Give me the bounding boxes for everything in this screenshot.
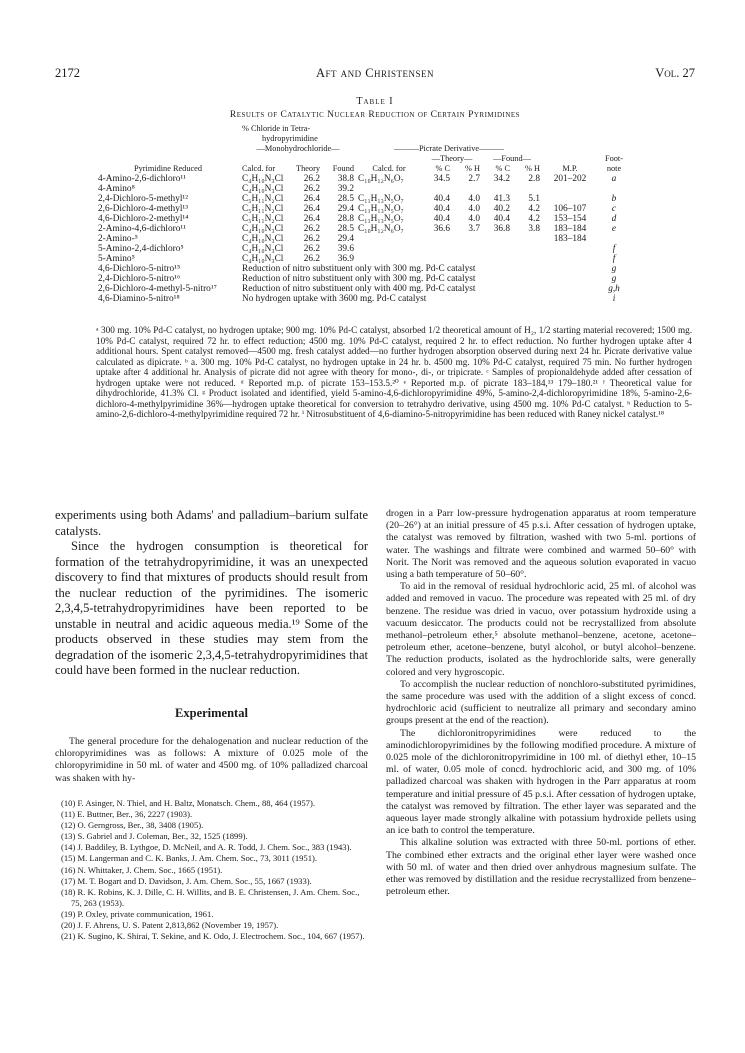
table-cell: 36.8 (493, 224, 510, 234)
th-pct-h-found: % H (525, 164, 540, 173)
table-cell: 40.4 (433, 204, 450, 214)
table-cell: 4.0 (468, 214, 480, 224)
table-cell: C₁₁H₁₃N₅O₇ (358, 204, 404, 214)
results-table: % Chloride in Tetra- hydropyrimidine —Monohydrochloride— ———Picrate Derivative——— —Theory— —Found— Foot- Pyrimidine Reduced Calcd. for Theory Found Calcd. for % C % H % C % H M.P. note 4-Amino-2,6-dichloro¹¹ C₄H₁₀N₃Cl 26.2 38.8 C₁₀H₁₂N₆O₇ 34.5 2.7 34.2 2.8 201–202 a 4-Amino⁸ C₄H₁₀N₃Cl 26.2 39.2 2,4-Dichloro-5-methyl¹² C₅H₁₁N₂Cl 26.4 28.5 C₁₁H₁₃N₅O₇ 40.4 4.0 41.3 5.1 b 2,6-Dichloro-4-methyl¹³ C₅H₁₁N₂Cl 26.4 29.4 C₁₁H₁₃N₅O₇ 40.4 4.0 40.2 4.2 106–107 c 4,6-Dichloro-2-methyl¹⁴ C₅H₁₁N₂Cl 26.4 28.8 C₁₁H₁₃N₅O₇ 40.4 4.0 40.4 4.2 153–154 d 2-Amino-4,6-dichloro¹¹ C₄H₁₀N₃Cl 26.2 28.5 C₁₀H₁₂N₆O₇ 36.6 3.7 36.8 3.8 183–184 e 2-Amino-⁵ C₄H₁₀N₃Cl 26.2 29.4 183–184 5-Amino-2,4-dichloro⁵ C₄H₁₀N₃Cl 26.2 39.6 f 5-Amino⁵ C₄H₁₀N₃Cl 26.2 36.9 f 4,6-Dichloro-5-nitro¹⁵ Reduction of nitro substituent only with 300 mg. Pd-C catalyst g 2,4-Dichloro-5-nitro¹⁶ Reduction of nitro substituent only with 300 mg. Pd-C catalyst g 2,6-Dichloro-4-methyl-5-nitro¹⁷ Reduction of nitro substituent only with 400 mg. Pd-C catalyst g,h 4,6-Diamino-5-nitro¹⁸ No hydrogen uptake with 3600 mg. Pd-C catalyst i (96, 124, 630, 304)
th-monohydrochloride: Monohydrochloride (264, 144, 332, 153)
running-header (55, 66, 695, 82)
th-foot1: Foot- (605, 154, 623, 163)
page-number: 2172 (55, 66, 80, 80)
table-cell: 2,4-Dichloro-5-methyl¹² (98, 194, 188, 204)
table-cell: 40.2 (493, 204, 510, 214)
table-cell: 34.5 (433, 174, 450, 184)
table-cell: 4-Amino-2,6-dichloro¹¹ (98, 174, 186, 184)
table-cell (452, 254, 482, 264)
th-picrate: Picrate Derivative (418, 144, 480, 153)
table-row (96, 234, 630, 244)
table-cell: 26.2 (303, 184, 320, 194)
table-cell: 4.2 (528, 214, 540, 224)
paragraph: experiments using both Adams' and palladium–barium sulfate catalysts. (55, 508, 368, 538)
table-cell: 183–184 (553, 234, 587, 244)
table-cell: 2.7 (468, 174, 480, 184)
table-cell (422, 234, 452, 244)
table-cell: 26.4 (303, 214, 320, 224)
table-cell: Reduction of nitro substituent only with 300 mg. Pd-C catalyst (242, 264, 476, 274)
reference-item: (15) M. Langerman and C. K. Banks, J. Am. Chem. Soc., 73, 3011 (1951). (61, 853, 318, 864)
table-cell (356, 184, 422, 194)
table-cell (542, 244, 598, 254)
table-cell (422, 244, 452, 254)
table-cell: a (611, 174, 617, 184)
table-cell: Reduction of nitro substituent only with 300 mg. Pd-C catalyst (242, 274, 476, 284)
reference-item: (21) K. Sugino, K. Shirai, T. Sekine, and K. Odo, J. Electrochem. Soc., 104, 667 (1957). (61, 931, 365, 942)
table-cell: 28.5 (337, 194, 354, 204)
table-cell: 26.4 (303, 194, 320, 204)
table-cell: 153–154 (553, 214, 587, 224)
table-cell: 36.6 (433, 224, 450, 234)
table-cell: i (612, 294, 616, 304)
table-cell: 2-Amino-4,6-dichloro¹¹ (98, 224, 186, 234)
reference-item: (13) S. Gabriel and J. Coleman, Ber., 32, 1525 (1899). (61, 831, 248, 842)
table-cell: f (612, 254, 616, 264)
th-calcd-for-2: Calcd. for (372, 164, 406, 173)
th-found-col: Found (332, 164, 354, 173)
table-cell: 36.9 (337, 254, 354, 264)
table-cell (356, 244, 422, 254)
table-cell: d (611, 214, 617, 224)
table-cell (512, 254, 542, 264)
table-cell (482, 184, 512, 194)
table-cell: e (611, 224, 617, 234)
table-cell (512, 184, 542, 194)
table-cell: 26.4 (303, 204, 320, 214)
reference-item: (17) M. T. Bogart and D. Davidson, J. Am. Chem. Soc., 55, 1667 (1933). (61, 875, 312, 886)
table-cell: g (611, 264, 617, 274)
table-row (96, 194, 630, 204)
paragraph: Since the hydrogen consumption is theoretical for formation of the tetrahydropyrimidine, it was an unexpected discovery to find that mixtures of products should result from the nuclear reduction of the pyrimidines. The isomeric 2,3,4,5-tetrahydropyrimidines have been reported to be unstable in neutral and acidic aqueous media.¹⁹ Some of the products observed in these studies may stem from the degradation of the isomeric 2,3,4,5-tetrahydropyrimidines that could have been formed in the nuclear reduction. (55, 539, 368, 677)
table-cell: C₅H₁₁N₂Cl (242, 214, 284, 224)
table-cell (452, 244, 482, 254)
th-pyrimidine: Pyrimidine Reduced (134, 164, 202, 173)
volume-label: Vol. 27 (655, 66, 695, 80)
table-cell: 2,4-Dichloro-5-nitro¹⁶ (98, 274, 181, 284)
table-row (96, 294, 630, 304)
reference-item: (14) J. Baddiley, B. Lythgoe, D. McNeil, and A. R. Todd, J. Chem. Soc., 383 (1943). (61, 842, 352, 853)
table-cell: 4-Amino⁸ (98, 184, 135, 194)
table-cell: 4,6-Dichloro-5-nitro¹⁵ (98, 264, 181, 274)
running-title: Aft and Christensen (315, 66, 435, 80)
table-cell: C₅H₁₁N₂Cl (242, 204, 284, 214)
table-cell (482, 254, 512, 264)
paragraph: drogen in a Parr low-pressure hydrogenation apparatus at room temperature (20–26°) at an initial pressure of 45 p.s.i. After cessation of hydrogen uptake, the catalyst was removed by filtration, washed with two 5-ml. portions of water. The washings and filtrate were combined and warmed 50–60° with Norit. The Norit was removed and the aqueous solution evaporated in vacuo using a bath temperature of 50–60°. (386, 508, 696, 581)
table-cell: C₁₀H₁₂N₆O₇ (358, 224, 404, 234)
table-cell: 5-Amino⁵ (98, 254, 135, 264)
table-cell: 2-Amino-⁵ (98, 234, 138, 244)
table-cell: 3.8 (528, 224, 540, 234)
table-row (96, 224, 630, 234)
table-cell: 4.0 (468, 204, 480, 214)
table-row (96, 174, 630, 184)
table-cell: 26.2 (303, 244, 320, 254)
table-cell: 183–184 (553, 224, 587, 234)
table-row (96, 204, 630, 214)
table-cell (452, 234, 482, 244)
reference-item: (16) N. Whittaker, J. Chem. Soc., 1665 (1951). (61, 864, 223, 875)
th-pct-c-found: % C (495, 164, 510, 173)
table-cell: C₅H₁₁N₂Cl (242, 194, 284, 204)
references (55, 798, 368, 942)
table-cell: 4,6-Diamino-5-nitro¹⁸ (98, 294, 180, 304)
table-cell: 34.2 (493, 174, 510, 184)
paragraph: The general procedure for the dehalogenation and nuclear reduction of the chloropyrimidines was as follows: A mixture of 0.025 mole of the chloropyrimidine in 50 ml. of water and 4500 mg. of 10% palladized charcoal was shaken with hy- (55, 736, 368, 784)
th-pct-chloride-2: hydropyrimidine (262, 134, 318, 143)
table-cell: 40.4 (433, 194, 450, 204)
table-cell: 4,6-Dichloro-2-methyl¹⁴ (98, 214, 189, 224)
table-cell: g (611, 274, 617, 284)
table-cell (542, 184, 598, 194)
table-cell: 26.2 (303, 174, 320, 184)
paragraph: To aid in the removal of residual hydrochloric acid, 25 ml. of alcohol was added and removed in vacuo. The procedure was repeated with 25 ml. of dry benzene. The residue was dried in vacuo, over potassium hydroxide using a vacuum desiccator. The products could not be recrystallized from absolute methanol–petroleum ether,⁵ absolute methanol–benzene, acetone, acetone–petroleum ether, acetone–benzene, butyl alcohol, or butyl alcohol–benzene. The reduction products, isolated as the hydrochloride salts, were generally colored and very hygroscopic. (386, 581, 696, 678)
table-cell: 39.6 (337, 244, 354, 254)
th-mp: M.P. (562, 164, 578, 173)
reference-item: (19) P. Oxley, private communication, 1961. (61, 908, 214, 919)
table-cell: 39.2 (337, 184, 354, 194)
table-cell: 26.2 (303, 224, 320, 234)
reference-item: (20) J. F. Ahrens, U. S. Patent 2,813,862 (November 19, 1957). (61, 920, 279, 931)
table-row (96, 264, 630, 274)
table-cell: C₁₀H₁₂N₆O₇ (358, 174, 404, 184)
table-cell: 40.4 (493, 214, 510, 224)
table-cell: 2.8 (528, 174, 540, 184)
th-theory-col: Theory (296, 164, 320, 173)
table-cell: 26.2 (303, 234, 320, 244)
table-cell: Reduction of nitro substituent only with 400 mg. Pd-C catalyst (242, 284, 476, 294)
th-theory: Theory (440, 154, 464, 163)
table-cell: 41.3 (493, 194, 510, 204)
table-cell: 29.4 (337, 204, 354, 214)
table-cell (598, 184, 630, 194)
section-heading: Experimental (175, 706, 248, 720)
table-cell: 4.2 (528, 204, 540, 214)
table-cell: C₁₁H₁₃N₅O₇ (358, 214, 404, 224)
th-foot2: note (606, 164, 622, 173)
table-cell: f (612, 244, 616, 254)
table-cell: g,h (608, 284, 620, 294)
reference-item: (18) R. K. Robins, K. J. Dille, C. H. Willits, and B. E. Christensen, J. Am. Chem. Soc., 75, 263 (1953). (61, 886, 360, 908)
paragraph: To accomplish the nuclear reduction of nonchloro-substituted pyrimidines, the same procedure was used with the addition of a slight excess of concd. hydrochloric acid (sufficient to neutralize all primary and secondary amino groups present at the end of the reaction). (386, 678, 696, 727)
paragraph: This alkaline solution was extracted with three 50-ml. portions of ether. The combined ether extracts and the original ether layer were washed once with 50 ml. of water and then dried over anhydrous magnesium sulfate. The ether was removed by distillation and the residue recrystallized from benzene–petroleum ether. (386, 837, 696, 898)
table-row (96, 274, 630, 284)
table-row (96, 244, 630, 254)
table-cell (542, 194, 598, 204)
reference-item: (10) F. Asinger, N. Thiel, and H. Baltz, Monatsch. Chem., 88, 464 (1957). (61, 798, 315, 808)
left-column (55, 508, 368, 679)
table-cell: c (611, 204, 617, 214)
table-cell: C₄H₁₀N₃Cl (242, 244, 284, 254)
table-cell: 26.2 (303, 254, 320, 264)
table-cell (512, 234, 542, 244)
table-cell (482, 244, 512, 254)
th-found: Found (501, 154, 523, 163)
table-cell: 40.4 (433, 214, 450, 224)
th-pct-h: % H (465, 164, 480, 173)
table-cell: 106–107 (553, 204, 587, 214)
paragraph: The dichloronitropyrimidines were reduced to the aminodichloropyrimidines by the following modified procedure. A mixture of 0.025 mole of the dichloronitropyrimidine in 100 ml. of diethyl ether, 10–15 ml. of water, 0.05 mole of concd. hydrochloric acid, and 300 mg. of 10% palladized charcoal was shaken with hydrogen in the Parr apparatus at room temperature and initial pressure of 45 p.s.i. After cessation of hydrogen uptake, the catalyst was removed by filtration. The ether layer was separated and the aqueous layer made strongly alkaline with potassium hydroxide pellets using an ice bath to control the temperature. (386, 727, 696, 837)
table-cell: 28.8 (337, 214, 354, 224)
table-cell: 3.7 (468, 224, 480, 234)
table-title: Results of Catalytic Nuclear Reduction of Certain Pyrimidines (229, 110, 521, 120)
table-cell (512, 244, 542, 254)
table-row (96, 214, 630, 224)
table-cell: C₄H₁₀N₃Cl (242, 224, 284, 234)
table-footnotes: ᵃ 300 mg. 10% Pd-C catalyst, no hydrogen uptake; 900 mg. 10% Pd-C catalyst, absorbed 1/2 theoretical amount of H₂, 1/2 starting material recovered; 1500 mg. 10% Pd-C catalyst, required 72 hr. to effect reduction; 4500 mg. 10% Pd-C catalyst, required 2 hr. to effect reduction. No further hydrogen uptake after 4 additional hours. Spent catalyst removed—4500 mg. fresh catalyst added—no further hydrogen absorption observed during next 24 hr. Picrate derivative value calculated as dipicrate. ᵇ a. 300 mg. 10% Pd-C catalyst, no hydrogen uptake in 24 hr. b. 4500 mg. 10% Pd-C catalyst, required 75 min. No further hydrogen uptake after 4 additional hr. Analysis of picrate did not agree with theory for mono-, di-, or tripicrate. ᶜ Samples of propionaldehyde added after cessation of hydrogen uptake were not reduced. ᵈ Reported m.p. of picrate 153–153.5.²⁰ ᵉ Reported m.p. of picrate 183–184,¹³ 179–180.²¹ ᶠ Theoretical value for dihydrochloride, 41.3% Cl. ᵍ Product isolated and identified, yield 5-amino-4,6-dichloropyrimidine 49%, 5-amino-2,4-dichloropyrimidine 18%, 5-amino-2,6-dichloro-4-methylpyrimidine 36%—hydrogen uptake theoretical for conversion to tetrahydro derivative, using 4500 mg. 10% Pd-C catalyst. ʰ Reduction to 5-amino-2,6-dichloro-4-methylpyrimidine required 72 hr. ⁱ Nitrosubstituent of 4,6-diamino-5-nitropyrimidine has been reduced with Raney nickel catalyst.¹⁸ (96, 325, 692, 419)
reference-item: (11) E. Buttner, Ber., 36, 2227 (1903). (61, 809, 193, 820)
table-cell: 2,6-Dichloro-4-methyl-5-nitro¹⁷ (98, 284, 217, 294)
table-cell: 2,6-Dichloro-4-methyl¹³ (98, 204, 188, 214)
table-cell (452, 184, 482, 194)
table-row (96, 184, 630, 194)
table-cell: 5.1 (528, 194, 540, 204)
table-cell: C₄H₁₀N₃Cl (242, 254, 284, 264)
table-row (96, 284, 630, 294)
th-calcd-for: Calcd. for (242, 164, 276, 173)
table-cell (356, 254, 422, 264)
th-pct-chloride-1: % Chloride in Tetra- (242, 124, 311, 133)
table-cell: 38.8 (337, 174, 354, 184)
table-cell: 5-Amino-2,4-dichloro⁵ (98, 244, 184, 254)
table-cell (482, 234, 512, 244)
table-cell: 28.5 (337, 224, 354, 234)
table-cell: 201–202 (553, 174, 587, 184)
table-cell (356, 234, 422, 244)
table-cell: 4.0 (468, 194, 480, 204)
reference-item: (12) O. Gerngross, Ber., 38, 3408 (1905). (61, 820, 204, 831)
table-cell (422, 254, 452, 264)
table-cell (598, 234, 630, 244)
table-cell: b (611, 194, 617, 204)
th-pct-c: % C (435, 164, 450, 173)
right-column (386, 508, 696, 899)
table-cell: No hydrogen uptake with 3600 mg. Pd-C catalyst (242, 294, 427, 304)
table-row (96, 254, 630, 264)
table-cell: C₄H₁₀N₃Cl (242, 174, 284, 184)
table-cell: C₁₁H₁₃N₅O₇ (358, 194, 404, 204)
table-cell (422, 184, 452, 194)
table-caption: Table I (356, 96, 394, 107)
table-cell: C₄H₁₀N₃Cl (242, 234, 284, 244)
table-cell (542, 254, 598, 264)
table-cell: 29.4 (337, 234, 354, 244)
table-cell: C₄H₁₀N₃Cl (242, 184, 284, 194)
